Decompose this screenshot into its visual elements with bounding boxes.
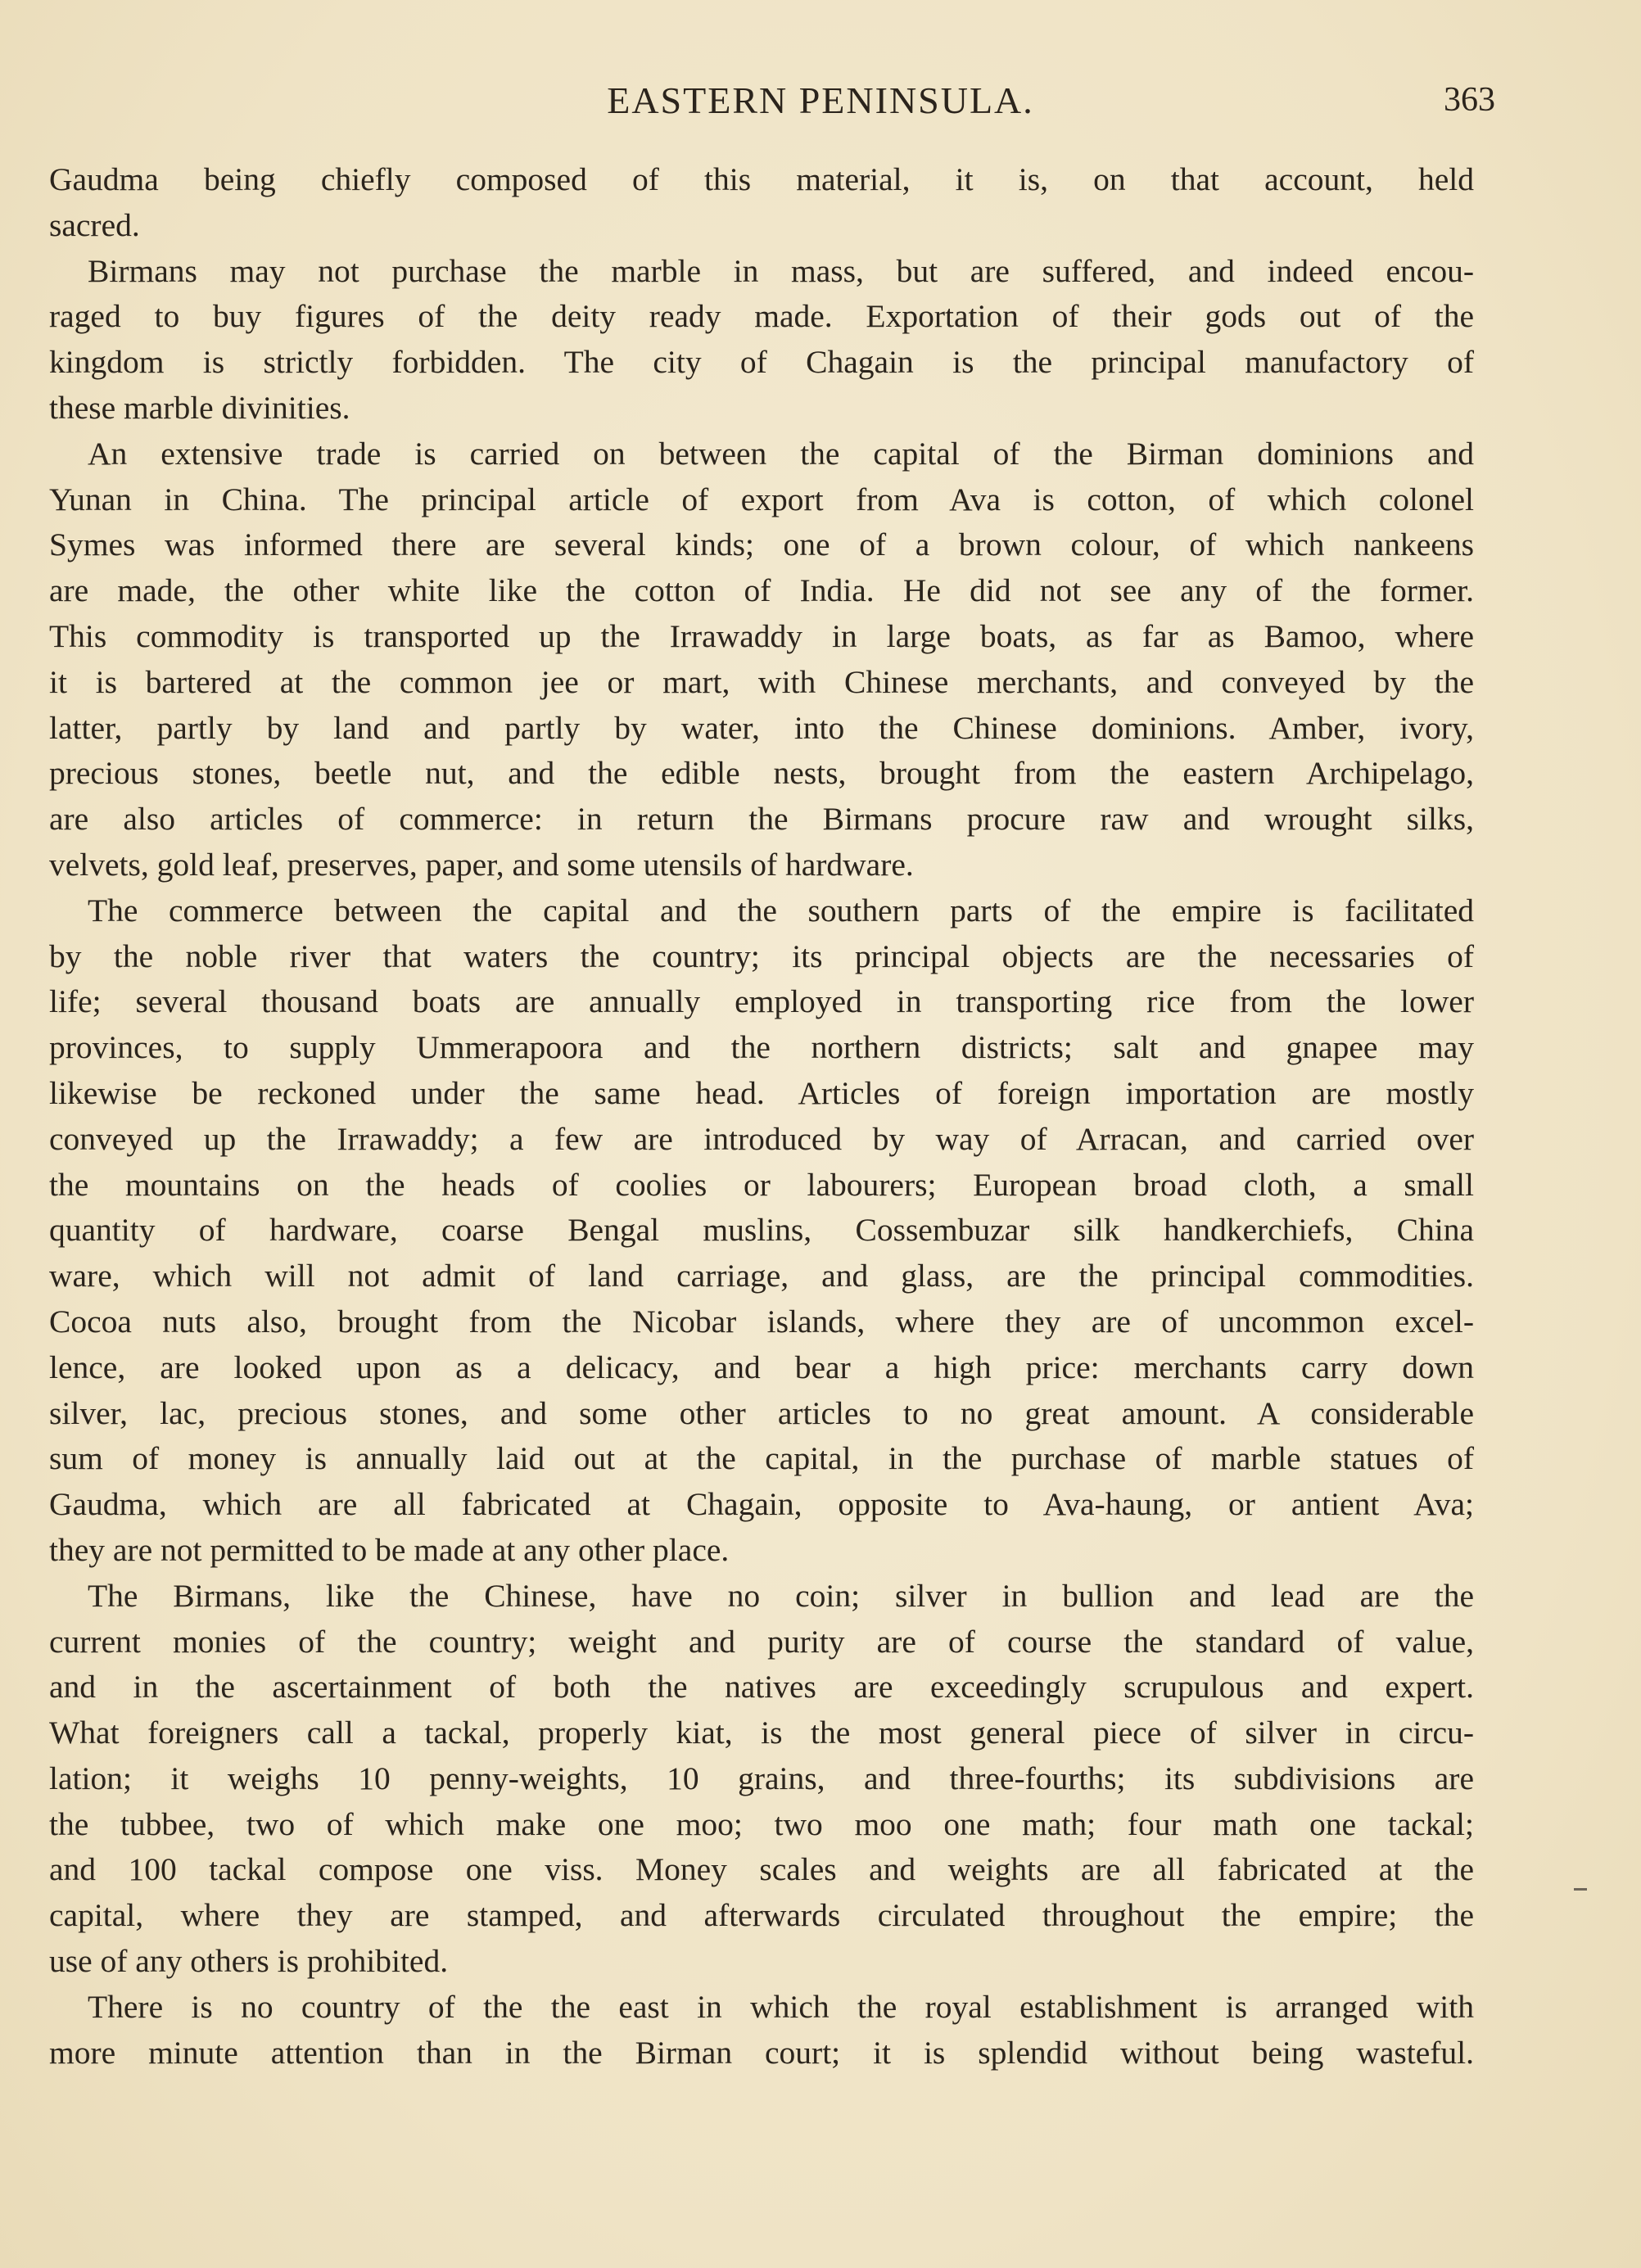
text-line: What foreigners call a tackal, properly kiat, is the most general piece of silver in circu- (49, 1715, 1474, 1751)
margin-dash-mark (1574, 1888, 1587, 1891)
body-text (49, 157, 1474, 2076)
running-head (0, 79, 1641, 128)
text-line: use of any others is prohibited. (49, 1943, 449, 1980)
text-line: it is bartered at the common jee or mart, with Chinese merchants, and conveyed by the (49, 663, 1474, 700)
text-line: the mountains on the heads of coolies or labourers; European broad cloth, a small (49, 1166, 1474, 1203)
text-line: This commodity is transported up the Irrawaddy in large boats, as far as Bamoo, where (49, 617, 1474, 654)
page-title: EASTERN PENINSULA. (607, 79, 1034, 121)
text-line: Yunan in China. The principal article of export from Ava is cotton, of which colonel (49, 481, 1474, 517)
text-line: are made, the other white like the cotton of India. He did not see any of the former. (49, 572, 1474, 609)
text-line: by the noble river that waters the country; its principal objects are the necessaries of (49, 937, 1474, 974)
text-line: current monies of the country; weight and purity are of course the standard of value, (49, 1623, 1474, 1660)
text-line: latter, partly by land and partly by water, into the Chinese dominions. Amber, ivory, (49, 709, 1474, 746)
paragraph (49, 431, 1474, 888)
text-line: conveyed up the Irrawaddy; a few are introduced by way of Arracan, and carried over (49, 1120, 1474, 1157)
text-line: quantity of hardware, coarse Bengal muslins, Cossembuzar silk handkerchiefs, China (49, 1212, 1474, 1249)
text-line: silver, lac, precious stones, and some other articles to no great amount. A considerable (49, 1394, 1474, 1431)
text-line: the tubbee, two of which make one moo; two moo one math; four math one tackal; (49, 1805, 1474, 1842)
text-line: precious stones, beetle nut, and the edible nests, brought from the eastern Archipelago, (49, 755, 1474, 792)
text-line: kingdom is strictly forbidden. The city of Chagain is the principal manufactory of (49, 344, 1474, 381)
text-line: ware, which will not admit of land carriage, and glass, are the principal commodities. (49, 1258, 1474, 1294)
text-line: sum of money is annually laid out at the capital, in the purchase of marble statues of (49, 1440, 1474, 1477)
text-line: life; several thousand boats are annually employed in transporting rice from the lower (49, 983, 1474, 1020)
text-line: and in the ascertainment of both the natives are exceedingly scrupulous and expert. (49, 1669, 1474, 1706)
text-line: are also articles of commerce: in return the Birmans procure raw and wrought silks, (49, 801, 1474, 838)
text-line: more minute attention than in the Birman court; it is splendid without being wasteful. (49, 2034, 1474, 2071)
text-line: Symes was informed there are several kinds; one of a brown colour, of which nankeens (49, 526, 1474, 563)
text-line: Gaudma, which are all fabricated at Chagain, opposite to Ava-haung, or antient Ava; (49, 1486, 1474, 1523)
page-number: 363 (1444, 81, 1495, 119)
text-line: The Birmans, like the Chinese, have no coin; silver in bullion and lead are the (88, 1577, 1474, 1614)
text-line: Cocoa nuts also, brought from the Nicobar islands, where they are of uncommon excel- (49, 1303, 1474, 1340)
text-line: sacred. (49, 206, 140, 243)
paragraph (49, 249, 1474, 431)
text-line: capital, where they are stamped, and afterwards circulated throughout the empire; the (49, 1897, 1474, 1934)
text-line: likewise be reckoned under the same head. Articles of foreign importation are mostly (49, 1074, 1474, 1111)
text-line: lence, are looked upon as a delicacy, and bear a high price: merchants carry down (49, 1349, 1474, 1385)
text-line: these marble divinities. (49, 389, 350, 426)
text-line: and 100 tackal compose one viss. Money scales and weights are all fabricated at the (49, 1851, 1474, 1888)
text-line: they are not permitted to be made at any other place. (49, 1531, 730, 1568)
text-line: velvets, gold leaf, preserves, paper, and some utensils of hardware. (49, 846, 914, 883)
text-line: An extensive trade is carried on between the capital of the Birman dominions and (88, 435, 1474, 472)
text-line: provinces, to supply Ummerapoora and the northern districts; salt and gnapee may (49, 1029, 1474, 1066)
paragraph (49, 1574, 1474, 1985)
text-line: lation; it weighs 10 penny-weights, 10 grains, and three-fourths; its subdivisions are (49, 1760, 1474, 1796)
text-line: Birmans may not purchase the marble in mass, but are suffered, and indeed encou- (88, 252, 1474, 289)
paragraph (49, 157, 1474, 249)
paragraph (49, 1985, 1474, 2076)
text-line: Gaudma being chiefly composed of this material, it is, on that account, held (49, 161, 1474, 197)
paragraph (49, 888, 1474, 1574)
text-line: raged to buy figures of the deity ready made. Exportation of their gods out of the (49, 298, 1474, 335)
text-line: The commerce between the capital and the southern parts of the empire is facilitated (88, 892, 1474, 928)
text-line: There is no country of the the east in which the royal establishment is arranged with (88, 1988, 1474, 2025)
